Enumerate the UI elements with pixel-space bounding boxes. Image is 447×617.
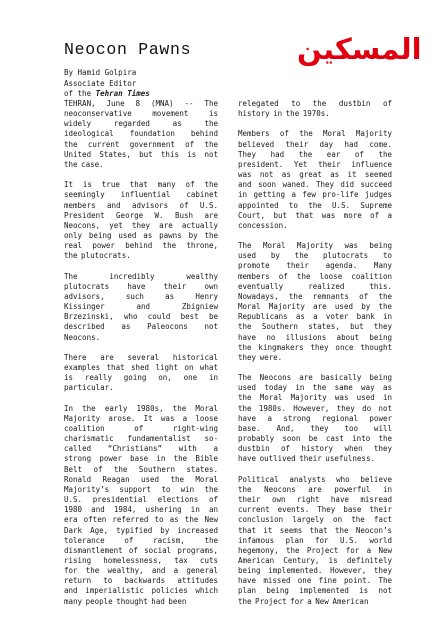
byline-role: Associate Editor: [64, 78, 137, 88]
text-line: Majority arose. It was a loose: [64, 413, 218, 423]
text-line: examples that shed light on what: [64, 363, 218, 373]
text-line: only being used as pawns by the: [64, 231, 218, 241]
text-line: is really going on, one in: [64, 373, 218, 383]
byline-publication-prefix: of the: [64, 89, 96, 98]
article-paragraph: [64, 272, 218, 343]
article-title: Neocon Pawns: [64, 40, 192, 59]
text-line: promote their agenda. Many: [238, 261, 392, 271]
text-line: coalition of right-wing: [64, 423, 218, 433]
text-line: Ronald Reagan used the Moral: [64, 474, 218, 484]
text-line: members of the loose coalition: [238, 271, 392, 281]
text-line: U.S. presidential elections of: [64, 495, 218, 505]
byline-publication-line: [64, 89, 150, 100]
article-paragraph: [238, 373, 392, 464]
byline-publication: Tehran Times: [95, 89, 150, 98]
text-line: Court, but that was more of a: [238, 210, 392, 220]
text-line: the kingmakers they once thought: [238, 342, 392, 352]
text-line: many people thought had been: [64, 596, 187, 606]
text-line: Neocons.: [64, 332, 101, 342]
text-line: In the early 1980s, the Moral: [64, 403, 218, 413]
text-line: current events. They base their: [238, 505, 392, 515]
text-line: 1980 and 1984, ushering in an: [64, 505, 218, 515]
text-line: probably soon be cast into the: [238, 434, 392, 444]
article-paragraph: [64, 99, 218, 170]
text-line: United States, but this is not: [64, 149, 218, 159]
text-line: Dark Age, typified by increased: [64, 525, 218, 535]
text-line: members and advisors of U.S.: [64, 200, 218, 210]
text-line: strong power base in the Bible: [64, 454, 218, 464]
text-line: infamous plan for U.S. world: [238, 535, 392, 545]
text-line: base. And, they too will: [238, 423, 392, 433]
text-line: used today in the same way as: [238, 383, 392, 393]
text-line: their own right have misread: [238, 495, 392, 505]
text-line: plan being implemented is not: [238, 586, 392, 596]
text-line: plutocrats have their own: [64, 281, 218, 291]
text-line: believed their day had come.: [238, 139, 392, 149]
text-line: Moral Majority are used by the: [238, 302, 392, 312]
text-line: president. Yet their influence: [238, 159, 392, 169]
text-line: concession.: [238, 220, 288, 230]
text-line: being implemented. However, they: [238, 566, 392, 576]
text-line: Members of the Moral Majority: [238, 129, 392, 139]
text-line: The Moral Majority was being: [238, 241, 392, 251]
arabic-masthead: المسكين: [297, 32, 422, 66]
text-line: Republicans as a voter bank in: [238, 312, 392, 322]
text-line: have outlived their usefulness.: [238, 454, 375, 464]
text-line: appointed to the U.S. Supreme: [238, 200, 392, 210]
text-line: return to backwards attitudes: [64, 576, 218, 586]
text-line: conclusion largely on the fact: [238, 515, 392, 525]
text-line: advisors, such as Henry: [64, 291, 218, 301]
text-line: the plutocrats.: [64, 251, 131, 261]
text-line: It is true that many of the: [64, 180, 218, 190]
text-line: that it seems that the Neocon’s: [238, 525, 392, 535]
text-line: have a strong regional power: [238, 413, 392, 423]
text-line: have missed one fine point. The: [238, 576, 392, 586]
text-line: have no illusions about being: [238, 332, 392, 342]
text-line: Majority’s support to win the: [64, 484, 218, 494]
text-line: described as Paleocons not: [64, 322, 218, 332]
article-paragraph: [64, 353, 218, 394]
text-line: The Neocons are basically being: [238, 373, 392, 383]
text-line: The incredibly wealthy: [64, 271, 218, 281]
text-line: TEHRAN, June 8 (MNA) -- The: [64, 99, 218, 108]
text-line: They had the ear of the: [238, 149, 392, 159]
text-line: and imperialistic policies which: [64, 586, 218, 596]
article-paragraph: [238, 99, 392, 119]
text-line: dismantlement of social programs,: [64, 545, 218, 555]
text-line: was not as great as it seemed: [238, 170, 392, 180]
text-line: Belt of the Southern states.: [64, 464, 218, 474]
text-line: There are several historical: [64, 352, 218, 362]
byline: [64, 68, 150, 100]
text-line: tolerance of racism, the: [64, 535, 218, 545]
text-line: Nowadays, the remnants of the: [238, 291, 392, 301]
article-paragraph: [64, 404, 218, 607]
article-paragraph: [238, 475, 392, 607]
article-paragraph: [64, 180, 218, 261]
text-line: President George W. Bush are: [64, 210, 218, 220]
article-paragraph: [238, 241, 392, 363]
text-line: Political analysts who believe: [238, 474, 392, 484]
text-line: particular.: [64, 383, 114, 393]
text-line: they were.: [238, 352, 283, 362]
right-column: [238, 99, 392, 617]
text-line: the case.: [64, 159, 104, 169]
text-line: eventually realized this.: [238, 281, 392, 291]
text-line: the Moral Majority was used in: [238, 393, 392, 403]
text-line: Neocons, yet they are actually: [64, 220, 218, 230]
text-line: charismatic fundamentalist so-: [64, 434, 218, 444]
text-line: in getting a few pro-life judges: [238, 190, 392, 200]
article-paragraph: [238, 129, 392, 231]
text-line: widely regarded as the: [64, 119, 218, 129]
text-line: used by the plutocrats to: [238, 251, 392, 261]
text-line: Kissinger and Zbigniew: [64, 302, 218, 312]
text-line: American Century, is definitely: [238, 555, 392, 565]
text-line: the Neocons are powerful in: [238, 484, 392, 494]
text-line: ideological foundation behind: [64, 129, 218, 139]
text-line: neoconservative movement is: [64, 109, 218, 119]
text-line: the Southern states, but they: [238, 322, 392, 332]
left-column: [64, 99, 218, 617]
text-line: history in the 1970s.: [238, 109, 330, 119]
text-line: rising homelessness, tax cuts: [64, 555, 218, 565]
text-line: the 1980s. However, they do not: [238, 403, 392, 413]
text-line: real power behind the throne,: [64, 241, 218, 251]
text-line: the current government of the: [64, 139, 218, 149]
text-line: for the wealthy, and a general: [64, 566, 218, 576]
byline-author: By Hamid Golpira: [64, 68, 137, 77]
text-line: Brzezinski, who could best be: [64, 312, 218, 322]
text-line: and soon waned. They did succeed: [238, 180, 392, 190]
text-line: called “Christians” with a: [64, 444, 218, 454]
text-line: hegemony, the Project for a New: [238, 545, 392, 555]
text-line: dustbin of history when they: [238, 444, 392, 454]
text-line: seemingly influential cabinet: [64, 190, 218, 200]
text-line: relegated to the dustbin of: [238, 99, 392, 108]
text-line: era often referred to as the New: [64, 515, 218, 525]
text-line: the Project for a New American: [238, 596, 369, 606]
